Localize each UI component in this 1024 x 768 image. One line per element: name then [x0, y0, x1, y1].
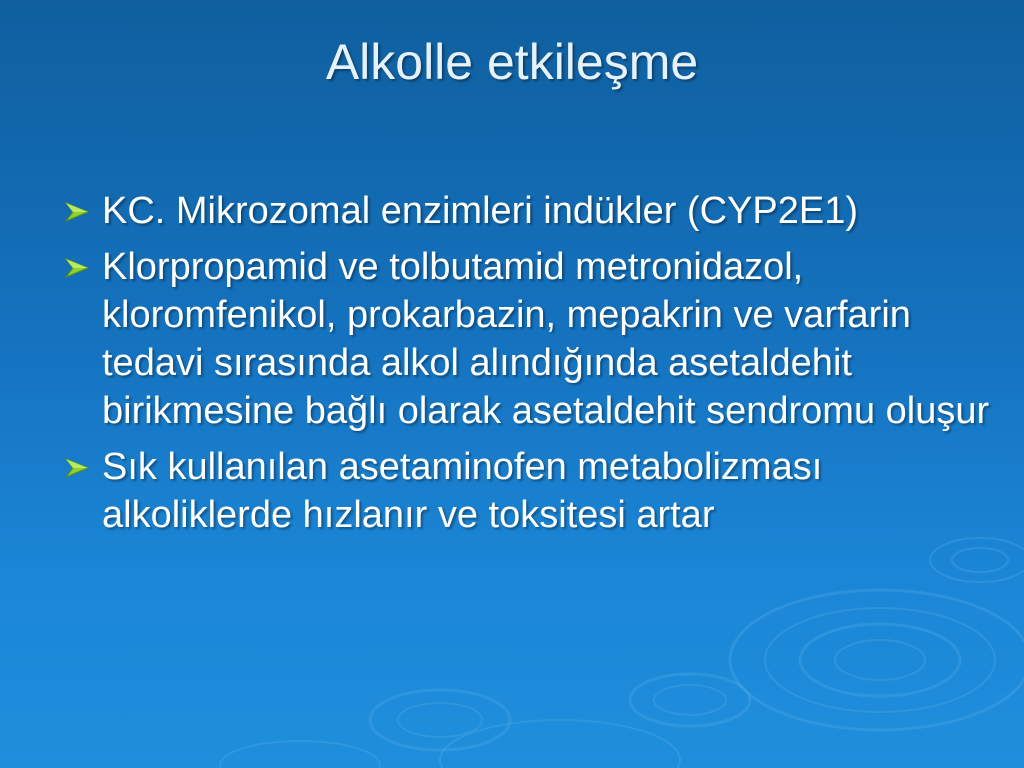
bullet-list: [62, 187, 1002, 547]
bullet-item: [62, 187, 1002, 235]
arrowhead-bullet-icon: [64, 201, 90, 223]
bullet-text: KC. Mikrozomal enzimleri indükler (CYP2E1): [102, 190, 858, 232]
bullet-item: [62, 443, 1002, 539]
bullet-text: Sık kullanılan asetaminofen metabolizması alkoliklerde hızlanır ve toksitesi artar: [102, 446, 823, 536]
bullet-item: [62, 243, 1002, 435]
arrowhead-bullet-icon: [64, 457, 90, 479]
slide-title: Alkolle etkileşme: [325, 34, 699, 90]
arrowhead-bullet-icon: [64, 257, 90, 279]
bullet-text: Klorpropamid ve tolbutamid metronidazol, kloromfenikol, prokarbazin, mepakrin ve varfarin tedavi sırasında alkol alındığında asetaldehit birikmesine bağlı olarak asetaldehit sendromu oluşur: [102, 246, 990, 432]
